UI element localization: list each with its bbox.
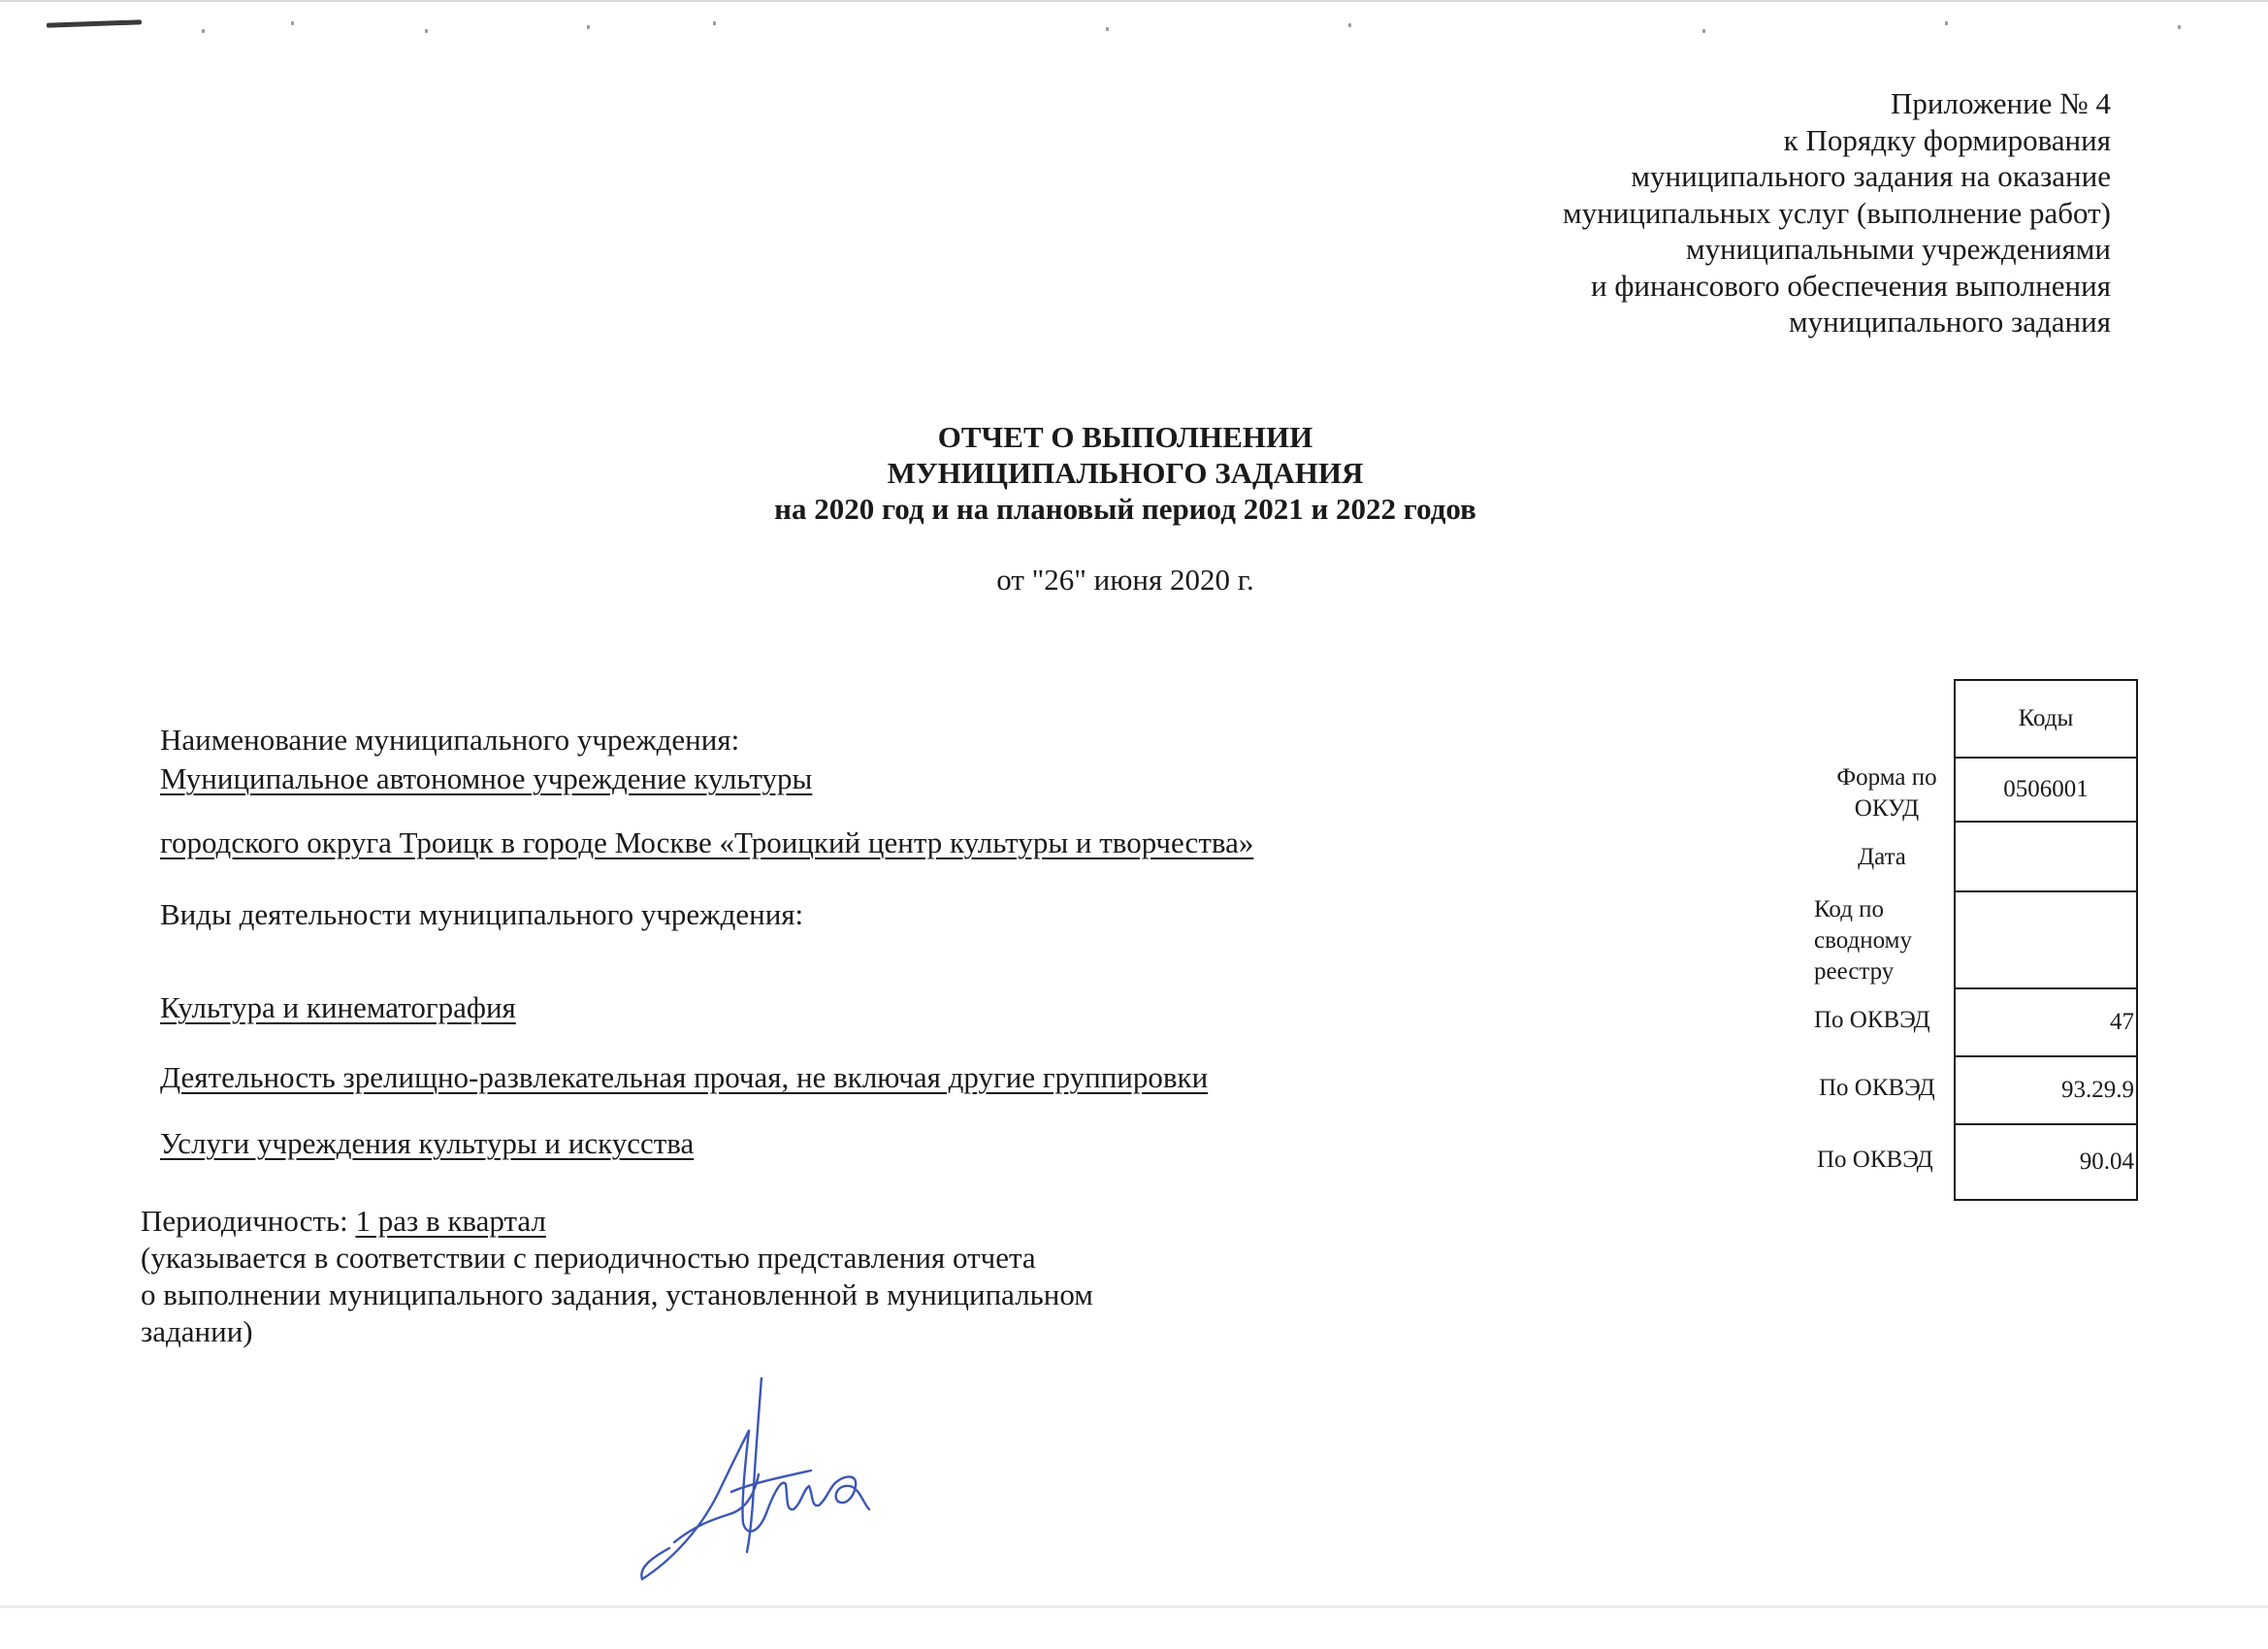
code-label-okud: Форма по ОКУД <box>1836 764 1937 822</box>
code-value-okved: 47 <box>1955 988 2137 1056</box>
code-value-okud: 0506001 <box>1955 758 2137 822</box>
scan-speck <box>1348 23 1351 27</box>
appendix-line: и финансового обеспечения выполнения <box>1590 268 2111 303</box>
report-period: на 2020 год и на плановый период 2021 и 2022 годов <box>774 492 1476 526</box>
report-subtitle: МУНИЦИПАЛЬНОГО ЗАДАНИЯ <box>887 456 1364 490</box>
code-label-okved: По ОКВЭД <box>1814 1007 1930 1033</box>
activity-item: Услуги учреждения культуры и искусства <box>160 1126 695 1160</box>
code-label-registry: Код по сводному реестру <box>1814 896 1912 985</box>
codes-table <box>1954 679 2138 1201</box>
periodicity <box>141 1203 546 1239</box>
scan-speck <box>587 25 590 29</box>
appendix-header <box>1238 85 2111 340</box>
code-label-okved: По ОКВЭД <box>1817 1147 1933 1173</box>
appendix-line: Приложение № 4 <box>1891 86 2111 120</box>
activities-label: Виды деятельности муниципального учреждения: <box>160 897 804 931</box>
periodicity-note: о выполнении муниципального задания, установленной в муниципальном <box>141 1277 1093 1311</box>
code-value-date <box>1955 822 2137 891</box>
activity-item: Деятельность зрелищно-развлекательная прочая, не включая другие группировки <box>160 1060 1209 1094</box>
appendix-line: к Порядку формирования <box>1783 122 2111 157</box>
scan-speck <box>425 29 428 33</box>
institution-name-line-2: городского округа Троицк в городе Москве «Троицкий центр культуры и творчества» <box>160 825 1254 859</box>
periodicity-value: 1 раз в квартал <box>355 1204 546 1238</box>
codes-header: Коды <box>1955 680 2137 758</box>
institution-name-line-1: Муниципальное автономное учреждение культуры <box>160 761 813 795</box>
scan-edge-bottom <box>0 1605 2268 1608</box>
code-value-okved: 90.04 <box>1955 1124 2137 1200</box>
institution-label: Наименование муниципального учреждения: <box>160 723 740 757</box>
code-value-registry <box>1955 891 2137 988</box>
appendix-line: муниципального задания <box>1789 305 2111 339</box>
scan-speck <box>713 21 716 25</box>
scan-mark <box>47 19 142 27</box>
scan-speck <box>1702 29 1705 33</box>
report-date: от "26" июня 2020 г. <box>996 563 1254 597</box>
scan-speck <box>1106 27 1109 31</box>
report-title: ОТЧЕТ О ВЫПОЛНЕНИИ <box>937 420 1313 454</box>
appendix-line: муниципальными учреждениями <box>1685 232 2111 266</box>
periodicity-label: Периодичность: <box>141 1204 356 1238</box>
handwritten-signature <box>640 1377 902 1591</box>
periodicity-note: (указывается в соответствии с периодичностью представления отчета <box>141 1241 1036 1275</box>
scan-edge-top <box>0 0 2268 2</box>
code-label-date: Дата <box>1858 844 1906 870</box>
code-value-okved: 93.29.9 <box>1955 1056 2137 1124</box>
appendix-line: муниципальных услуг (выполнение работ) <box>1562 195 2111 230</box>
code-label-okved: По ОКВЭД <box>1819 1075 1935 1101</box>
scan-speck <box>202 29 205 33</box>
report-title-block <box>621 419 1630 598</box>
appendix-line: муниципального задания на оказание <box>1631 159 2111 193</box>
scan-speck <box>2178 25 2181 29</box>
activity-item: Культура и кинематография <box>160 990 516 1024</box>
scan-speck <box>291 21 294 25</box>
scan-speck <box>1945 21 1948 25</box>
periodicity-note: задании) <box>141 1314 253 1348</box>
